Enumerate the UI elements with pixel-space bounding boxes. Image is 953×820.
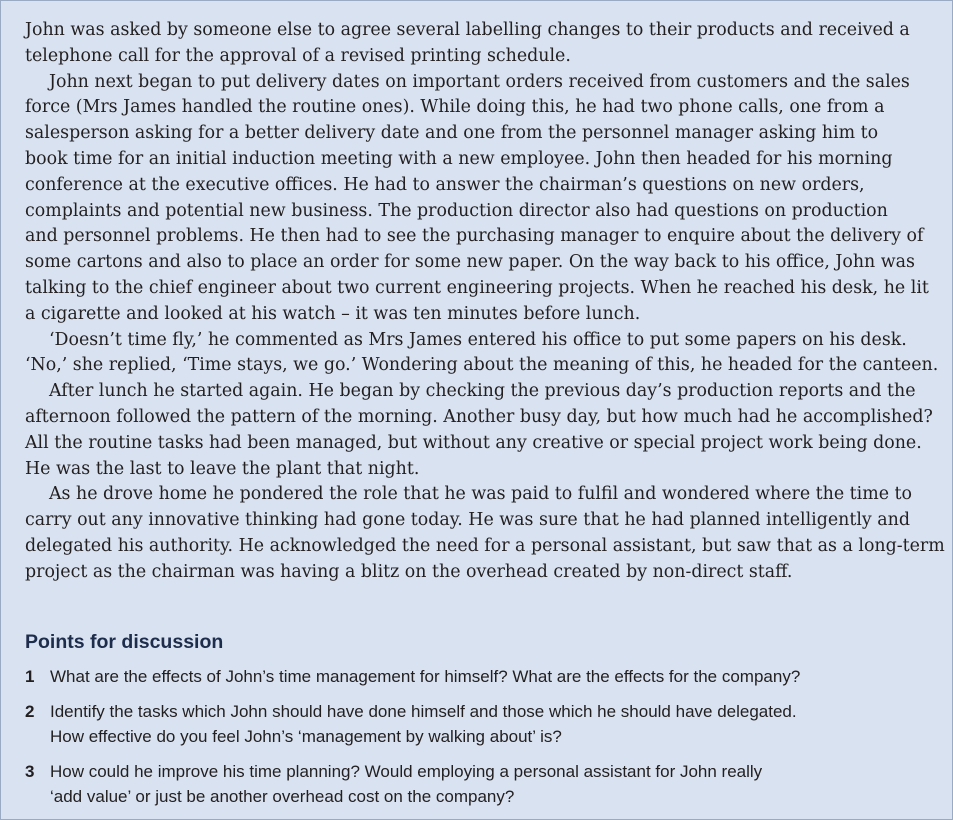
discussion-item bbox=[25, 664, 945, 690]
discussion-item-number: 3 bbox=[25, 761, 35, 781]
story-line: John next began to put delivery dates on important orders received from customers and the sales bbox=[49, 71, 910, 92]
discussion-line: How effective do you feel John’s ‘management by walking about’ is? bbox=[50, 727, 562, 746]
discussion-line: How could he improve his time planning? Would employing a personal assistant for John really bbox=[50, 761, 763, 781]
case-study-text bbox=[25, 18, 945, 586]
discussion-line: Identify the tasks which John should have done himself and those which he should have delegated. bbox=[50, 701, 797, 721]
discussion-item bbox=[25, 759, 945, 810]
story-line: project as the chairman was having a blitz on the overhead created by non-direct staff. bbox=[25, 561, 793, 582]
story-line: As he drove home he pondered the role that he was paid to fulfil and wondered where the time to bbox=[49, 484, 912, 505]
story-line: complaints and potential new business. The production director also had questions on production bbox=[25, 200, 888, 221]
discussion-item-number: 2 bbox=[25, 701, 35, 721]
story-line: talking to the chief engineer about two current engineering projects. When he reached his desk, he lit bbox=[25, 277, 929, 298]
discussion-line: What are the effects of John’s time management for himself? What are the effects for the company? bbox=[50, 667, 801, 686]
discussion-heading: Points for discussion bbox=[25, 631, 224, 653]
story-line: afternoon followed the pattern of the morning. Another busy day, but how much had he accomplished? bbox=[25, 406, 933, 427]
story-line: After lunch he started again. He began by checking the previous day’s production reports and the bbox=[49, 381, 916, 402]
story-line: He was the last to leave the plant that night. bbox=[25, 458, 420, 479]
story-line: some cartons and also to place an order for some new paper. On the way back to his office, John was bbox=[25, 252, 915, 273]
story-line: salesperson asking for a better delivery date and one from the personnel manager asking him to bbox=[25, 123, 879, 144]
points-for-discussion bbox=[25, 629, 945, 819]
discussion-item-text bbox=[50, 759, 762, 810]
story-line: ‘No,’ she replied, ‘Time stays, we go.’ Wondering about the meaning of this, he headed for the canteen. bbox=[25, 355, 939, 376]
story-line: and personnel problems. He then had to see the purchasing manager to enquire about the delivery of bbox=[25, 226, 924, 247]
story-line: carry out any innovative thinking had gone today. He was sure that he had planned intelligently and bbox=[25, 510, 910, 531]
discussion-item bbox=[25, 699, 945, 750]
discussion-item-text bbox=[50, 699, 797, 750]
discussion-list bbox=[25, 664, 945, 810]
story-line: book time for an initial induction meeting with a new employee. John then headed for his morning bbox=[25, 148, 893, 169]
story-line: a cigarette and looked at his watch – it was ten minutes before lunch. bbox=[25, 303, 641, 324]
discussion-item-number: 1 bbox=[25, 667, 35, 686]
story-line: All the routine tasks had been managed, but without any creative or special project work being done. bbox=[25, 432, 922, 453]
discussion-line: ‘add value’ or just be another overhead cost on the company? bbox=[50, 787, 515, 806]
story-line: force (Mrs James handled the routine ones). While doing this, he had two phone calls, one from a bbox=[25, 97, 885, 118]
story-line: conference at the executive offices. He had to answer the chairman’s questions on new orders, bbox=[25, 174, 865, 195]
story-line: ‘Doesn’t time fly,’ he commented as Mrs James entered his office to put some papers on his desk. bbox=[49, 329, 907, 350]
story-line: John was asked by someone else to agree several labelling changes to their products and received a bbox=[25, 20, 910, 40]
discussion-item-text bbox=[50, 664, 800, 690]
story-line: delegated his authority. He acknowledged the need for a personal assistant, but saw that as a long-term bbox=[25, 535, 945, 556]
story-line: telephone call for the approval of a revised printing schedule. bbox=[25, 45, 571, 66]
